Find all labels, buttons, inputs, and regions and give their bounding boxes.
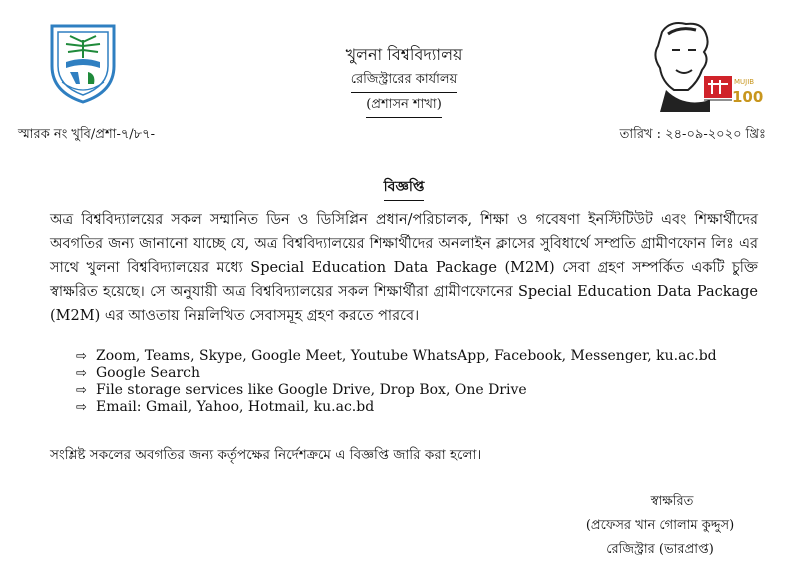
- arrow-right-icon: ⇨: [76, 400, 87, 415]
- arrow-right-icon: ⇨: [76, 349, 87, 364]
- notice-title: [0, 175, 808, 201]
- service-item: [76, 399, 776, 416]
- arrow-right-icon: ⇨: [76, 383, 87, 398]
- signatory-title: রেজিস্ট্রার (ভারপ্রাপ্ত): [606, 542, 714, 557]
- notice-title-text: বিজ্ঞপ্তি: [384, 175, 425, 201]
- university-name: খুলনা বিশ্ববিদ্যালয়: [345, 45, 463, 64]
- admin-section-text: (প্রশাসন শাখা): [366, 95, 442, 118]
- notice-body: অত্র বিশ্ববিদ্যালয়ের সকল সম্মানিত ডিন ও ডিসিপ্লিন প্রধান/পরিচালক, শিক্ষা ও গবেষণা ইনস্টিটিউট এবং শিক্ষার্থীদের অবগতির জন্য জানানো যাচ্ছে যে, অত্র বিশ্ববিদ্যালয়ের শিক্ষার্থীদের অনলাইন ক্লাসের সুবিধার্থে সম্প্রতি গ্রামীণফোন লিঃ এর সাথে খুলনা বিশ্ববিদ্যালয়ের মধ্যে Special Education Data Package (M2M) সেবা গ্রহণ সম্পর্কিত একটি চুক্তি স্বাক্ষরিত হয়েছে। সে অনুযায়ী অত্র বিশ্ববিদ্যালয়ের সকল শিক্ষার্থীরা গ্রামীণফোনের Special Education Data Package (M2M) এর আওতায় নিম্নলিখিত সেবাসমূহ গ্রহণ করতে পারবে।: [50, 212, 758, 324]
- service-item-text: File storage services like Google Drive, Drop Box, One Drive: [96, 382, 527, 398]
- registrar-office: [0, 70, 808, 93]
- service-item-text: Email: Gmail, Yahoo, Hotmail, ku.ac.bd: [96, 399, 375, 415]
- closing-statement: সংশ্লিষ্ট সকলের অবগতির জন্য কর্তৃপক্ষের নির্দেশক্রমে এ বিজ্ঞপ্তি জারি করা হলো।: [50, 447, 482, 463]
- service-item-text: Zoom, Teams, Skype, Google Meet, Youtube WhatsApp, Facebook, Messenger, ku.ac.bd: [96, 348, 717, 364]
- service-item: [76, 382, 776, 399]
- signature-signed: স্বাক্ষরিত: [650, 494, 694, 509]
- admin-section: [0, 95, 808, 118]
- service-item: [76, 365, 776, 382]
- memo-date: তারিখ : ২৪-০৯-২০২০ খ্রিঃ: [619, 127, 766, 142]
- arrow-right-icon: ⇨: [76, 366, 87, 381]
- memo-number: স্মারক নং খুবি/প্রশা-৭/৮৭-: [18, 127, 155, 142]
- svg-text:MUJIB: MUJIB: [734, 78, 755, 86]
- service-item: [76, 348, 776, 365]
- signatory-name: (প্রফেসর খান গোলাম কুদ্দুস): [585, 518, 735, 533]
- svg-text:100: 100: [732, 88, 764, 106]
- service-list: [76, 348, 776, 416]
- service-item-text: Google Search: [96, 365, 200, 381]
- registrar-office-text: রেজিস্ট্রারের কার্যালয়: [351, 70, 458, 93]
